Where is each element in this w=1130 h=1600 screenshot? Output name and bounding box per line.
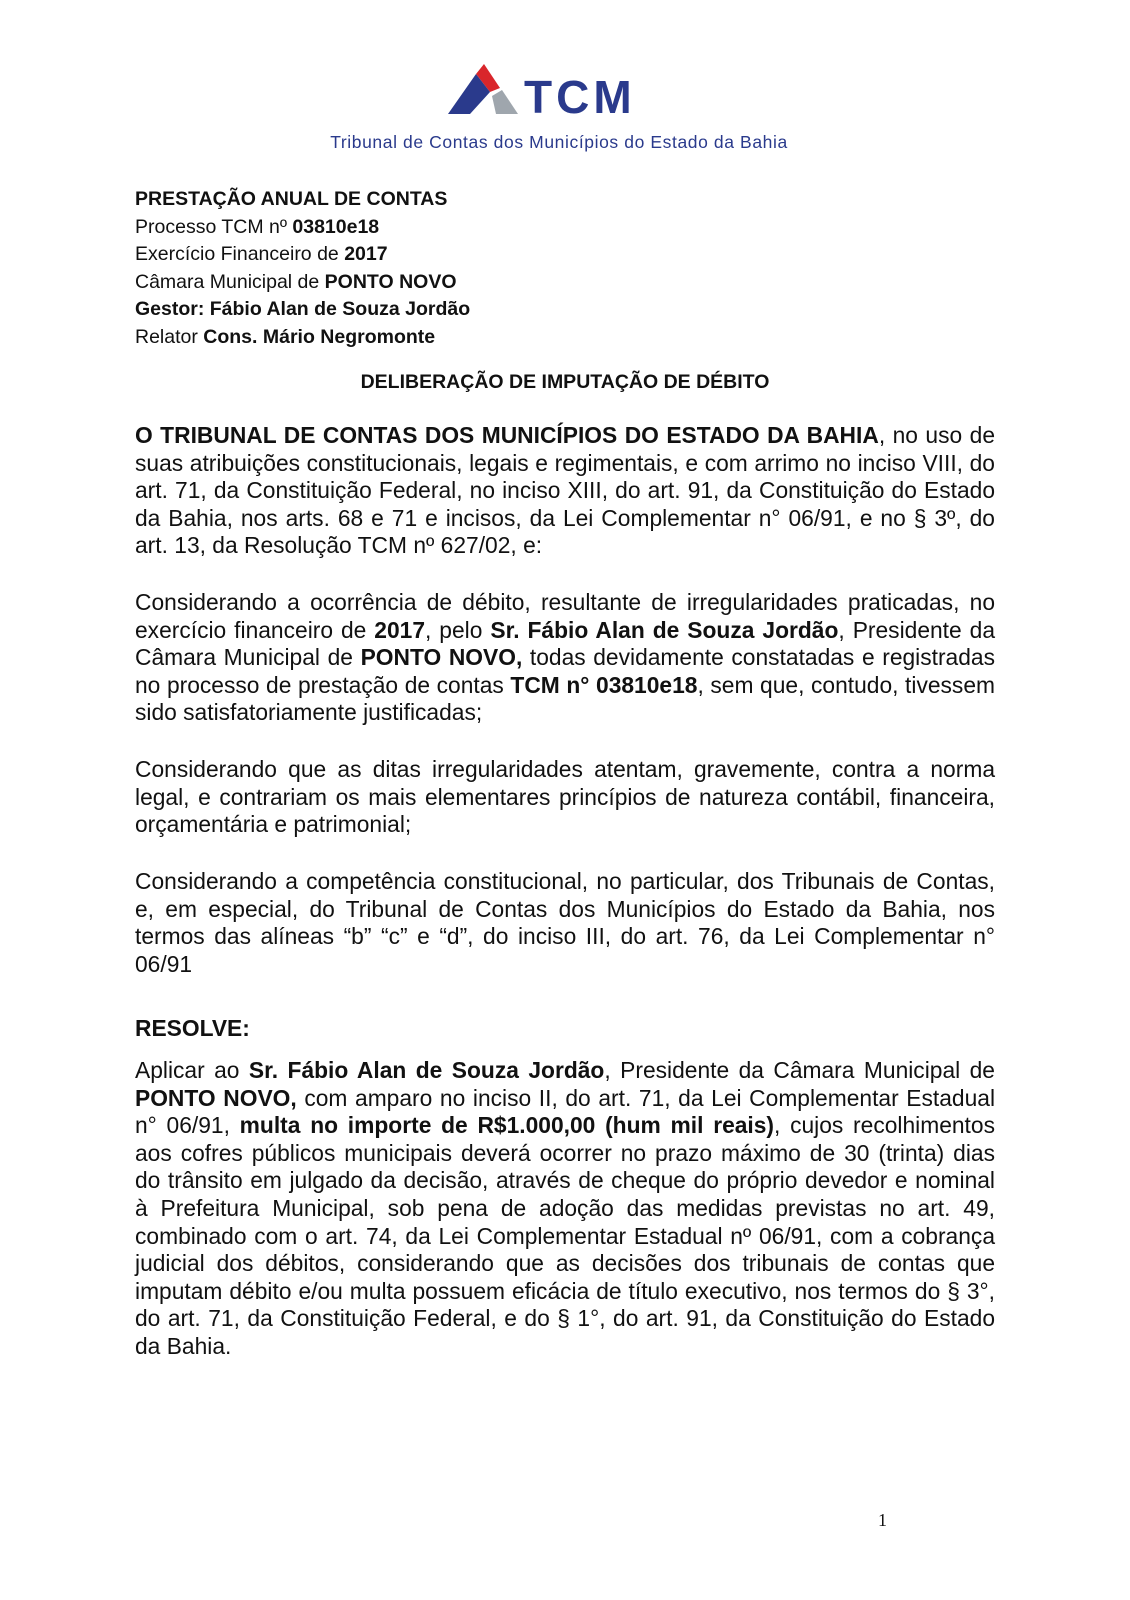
tcm-logo-mark — [448, 62, 668, 118]
considerando-3-paragraph: Considerando a competência constitucional, no particular, dos Tribunais de Contas, e, em especial, do Tribunal de Contas dos Municípios do Estado da Bahia, nos termos das alíneas “b” “c” e “d”, do inciso III, do art. 76, da Lei Complementar n° 06/91 — [135, 868, 995, 977]
header-exercicio: Exercício Financeiro de 2017 — [135, 243, 388, 266]
considerando-1-paragraph: Considerando a ocorrência de débito, resultante de irregularidades praticadas, no exercício financeiro de 2017, pelo Sr. Fábio Alan de Souza Jordão, Presidente da Câmara Municipal de PONTO NOVO, todas devidamente constatadas e registradas no processo de prestação de contas TCM n° 03810e18, sem que, contudo, tivessem sido satisfatoriamente justificadas; — [135, 589, 995, 726]
header-relator: Relator Cons. Mário Negromonte — [135, 325, 436, 348]
logo-mark-text: TCM — [524, 71, 636, 118]
document-title: DELIBERAÇÃO DE IMPUTAÇÃO DE DÉBITO — [360, 371, 770, 393]
considerando-2-paragraph: Considerando que as ditas irregularidades atentam, gravemente, contra a norma legal, e contrariam os mais elementares princípios de natureza contábil, financeira, orçamentária e patrimonial; — [135, 756, 995, 838]
header-gestor: Gestor: Fábio Alan de Souza Jordão — [135, 298, 471, 321]
intro-paragraph: O TRIBUNAL DE CONTAS DOS MUNICÍPIOS DO ESTADO DA BAHIA, no uso de suas atribuições constitucionais, legais e regimentais, e com arrimo no inciso VIII, do art. 71, da Constituição Federal, no inciso XIII, do art. 91, da Constituição do Estado da Bahia, nos arts. 68 e 71 e incisos, da Lei Complementar n° 06/91, e no § 3º, do art. 13, da Resolução TCM nº 627/02, e: — [135, 422, 995, 559]
header-title: PRESTAÇÃO ANUAL DE CONTAS — [135, 188, 448, 210]
logo-gray-shape — [492, 90, 518, 114]
resolve-paragraph: Aplicar ao Sr. Fábio Alan de Souza Jordão, Presidente da Câmara Municipal de PONTO NOVO, com amparo no inciso II, do art. 71, da Lei Complementar Estadual n° 06/91, multa no importe de R$1.000,00 (hum mil reais), cujos recolhimentos aos cofres públicos municipais deverá ocorrer no prazo máximo de 30 (trinta) dias do trânsito em julgado da decisão, através de cheque do próprio devedor e nominal à Prefeitura Municipal, sob pena de adoção das medidas previstas no art. 49, combinado com o art. 74, da Lei Complementar Estadual nº 06/91, com a cobrança judicial dos débitos, considerando que as decisões dos tribunais de contas que imputam débito e/ou multa possuem eficácia de título executivo, nos termos do § 3°, do art. 71, da Constituição Federal, e do § 1°, do art. 91, da Constituição do Estado da Bahia. — [135, 1057, 996, 1359]
logo-subtitle: Tribunal de Contas dos Municípios do Estado da Bahia — [330, 132, 788, 152]
tcm-logo — [264, 62, 854, 158]
page-number: 1 — [878, 1510, 887, 1530]
header-processo: Processo TCM nº 03810e18 — [135, 215, 380, 238]
resolve-heading: RESOLVE: — [135, 1015, 250, 1041]
header-camara: Câmara Municipal de PONTO NOVO — [135, 270, 457, 293]
process-header — [135, 186, 995, 352]
